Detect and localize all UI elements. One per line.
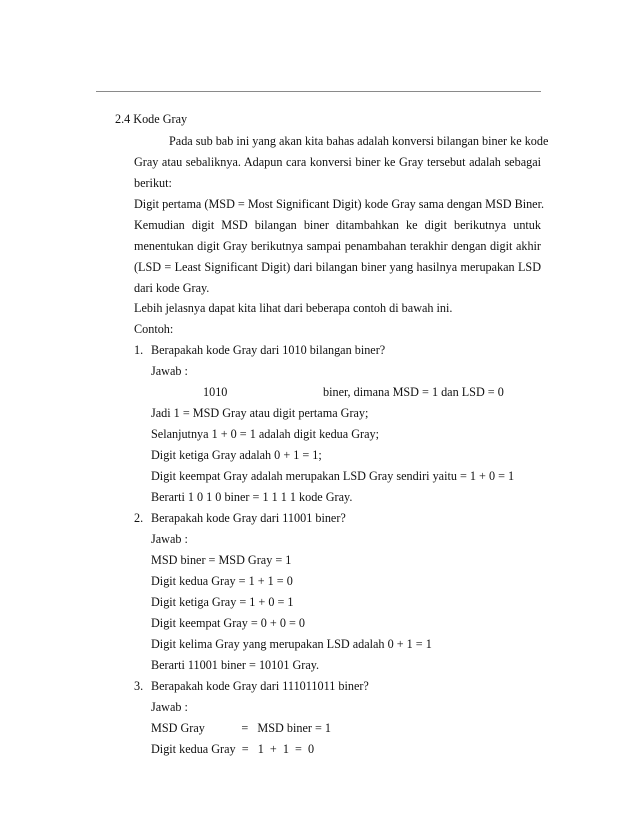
- example-2-step: MSD biner = MSD Gray = 1: [151, 553, 292, 567]
- header-rule: [96, 91, 541, 92]
- example-1-given-note: biner, dimana MSD = 1 dan LSD = 0: [323, 385, 504, 399]
- example-3-step: Digit kedua Gray = 1 + 1 = 0: [151, 742, 315, 756]
- example-3-step: MSD Gray = MSD biner = 1: [151, 721, 331, 735]
- example-2-question: Berapakah kode Gray dari 11001 biner?: [151, 511, 346, 525]
- explanation-line-3: menentukan digit Gray berikutnya sampai penambahan terakhir dengan digit akhir: [134, 239, 541, 253]
- contoh-label: Contoh:: [134, 322, 174, 336]
- example-3-question: Berapakah kode Gray dari 111011011 biner?: [151, 679, 369, 693]
- example-1-number: 1.: [134, 343, 144, 357]
- section-heading: 2.4 Kode Gray: [115, 112, 188, 126]
- example-3-answer-label: Jawab :: [151, 700, 188, 714]
- explanation-line-4: (LSD = Least Significant Digit) dari bilangan biner yang hasilnya merupakan LSD: [134, 260, 541, 274]
- example-3-number: 3.: [134, 679, 144, 693]
- example-2-step: Digit kelima Gray yang merupakan LSD adalah 0 + 1 = 1: [151, 637, 432, 651]
- example-1-step: Selanjutnya 1 + 0 = 1 adalah digit kedua Gray;: [151, 427, 379, 441]
- example-2-step: Digit kedua Gray = 1 + 1 = 0: [151, 574, 293, 588]
- intro-line-1: Pada sub bab ini yang akan kita bahas adalah konversi bilangan biner ke kode: [169, 134, 549, 148]
- example-1-step: Jadi 1 = MSD Gray atau digit pertama Gray;: [151, 406, 369, 420]
- example-1-step: Digit keempat Gray adalah merupakan LSD Gray sendiri yaitu = 1 + 0 = 1: [151, 469, 515, 483]
- example-2-number: 2.: [134, 511, 144, 525]
- example-2-answer-label: Jawab :: [151, 532, 188, 546]
- example-1-answer-label: Jawab :: [151, 364, 188, 378]
- intro-line-3: berikut:: [134, 176, 172, 190]
- example-1-question: Berapakah kode Gray dari 1010 bilangan biner?: [151, 343, 386, 357]
- explanation-line-2: Kemudian digit MSD bilangan biner ditambahkan ke digit berikutnya untuk: [134, 218, 541, 232]
- example-2-step: Berarti 11001 biner = 10101 Gray.: [151, 658, 320, 672]
- example-1-step: Digit ketiga Gray adalah 0 + 1 = 1;: [151, 448, 322, 462]
- intro-line-2: Gray atau sebaliknya. Adapun cara konversi biner ke Gray tersebut adalah sebagai: [134, 155, 541, 169]
- example-1-step: Berarti 1 0 1 0 biner = 1 1 1 1 kode Gray.: [151, 490, 353, 504]
- example-2-step: Digit ketiga Gray = 1 + 0 = 1: [151, 595, 294, 609]
- explanation-line-5: dari kode Gray.: [134, 281, 210, 295]
- example-1-given-value: 1010: [203, 385, 228, 399]
- more-clear-line: Lebih jelasnya dapat kita lihat dari beberapa contoh di bawah ini.: [134, 301, 453, 315]
- example-2-step: Digit keempat Gray = 0 + 0 = 0: [151, 616, 305, 630]
- explanation-line-1: Digit pertama (MSD = Most Significant Digit) kode Gray sama dengan MSD Biner.: [134, 197, 545, 211]
